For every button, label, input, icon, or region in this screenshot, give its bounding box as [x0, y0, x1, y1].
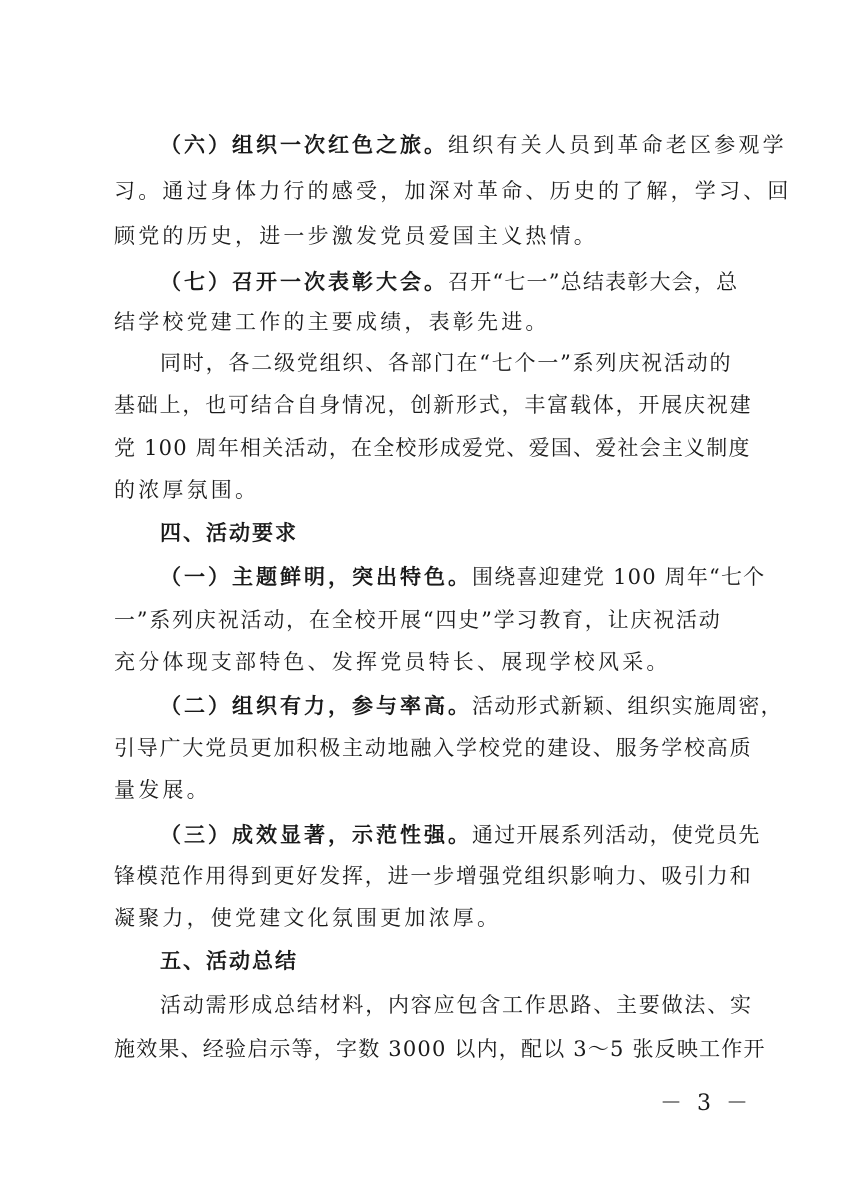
- item6-title: （六）组织一次红色之旅。: [160, 133, 448, 157]
- section5-line1: 活动需形成总结材料，内容应包含工作思路、主要做法、实: [160, 993, 753, 1017]
- item7-line2: 结学校党建工作的主要成绩，表彰先进。: [114, 310, 550, 334]
- section4-heading: 四、活动要求: [160, 521, 298, 545]
- para-meanwhile-line2: 基础上，也可结合自身情况，创新形式，丰富载体，开展庆祝建: [114, 393, 753, 417]
- req2-line3: 量发展。: [114, 778, 211, 802]
- req3-text: 通过开展系列活动，使党员先: [472, 823, 761, 847]
- req1-title: （一）主题鲜明，突出特色。: [160, 565, 472, 589]
- item7-text: 召开“七一”总结表彰大会，总: [448, 270, 739, 294]
- item6-line1: [160, 125, 787, 165]
- section5-line2: 施效果、经验启示等，字数 3000 以内，配以 3～5 张反映工作开: [114, 1037, 766, 1061]
- req2-line1: [160, 686, 783, 726]
- req3-title: （三）成效显著，示范性强。: [160, 823, 472, 847]
- para-meanwhile-line1: 同时，各二级党组织、各部门在“七个一”系列庆祝活动的: [160, 351, 733, 375]
- req2-line2: 引导广大党员更加积极主动地融入学校党的建设、服务学校高质: [114, 736, 753, 760]
- req3-line1: [160, 815, 761, 855]
- req2-title: （二）组织有力，参与率高。: [160, 694, 472, 718]
- para-meanwhile-line4: 的浓厚氛围。: [114, 478, 260, 502]
- item6-line3: 顾党的历史，进一步激发党员爱国主义热情。: [114, 224, 598, 248]
- para-meanwhile-line3: 党 100 周年相关活动，在全校形成爱党、爱国、爱社会主义制度: [114, 436, 751, 460]
- req1-line3: 充分体现支部特色、发挥党员特长、展现学校风采。: [114, 650, 671, 674]
- section5-heading: 五、活动总结: [160, 949, 298, 973]
- item7-line1: [160, 262, 738, 302]
- item7-title: （七）召开一次表彰大会。: [160, 270, 448, 294]
- req1-line1: [160, 557, 765, 597]
- page-number: － 3 －: [660, 1091, 752, 1116]
- req2-text: 活动形式新颖、组织实施周密，: [472, 694, 783, 718]
- req1-text: 围绕喜迎建党 100 周年“七个: [472, 565, 766, 589]
- item6-text: 组织有关人员到革命老区参观学: [448, 133, 787, 157]
- req3-line3: 凝聚力，使党建文化氛围更加浓厚。: [114, 906, 502, 930]
- req1-line2: 一”系列庆祝活动，在全校开展“四史”学习教育，让庆祝活动: [114, 608, 722, 632]
- req3-line2: 锋模范作用得到更好发挥，进一步增强党组织影响力、吸引力和: [114, 864, 753, 888]
- item6-line2: 习。通过身体力行的感受，加深对革命、历史的了解，学习、回: [114, 179, 792, 203]
